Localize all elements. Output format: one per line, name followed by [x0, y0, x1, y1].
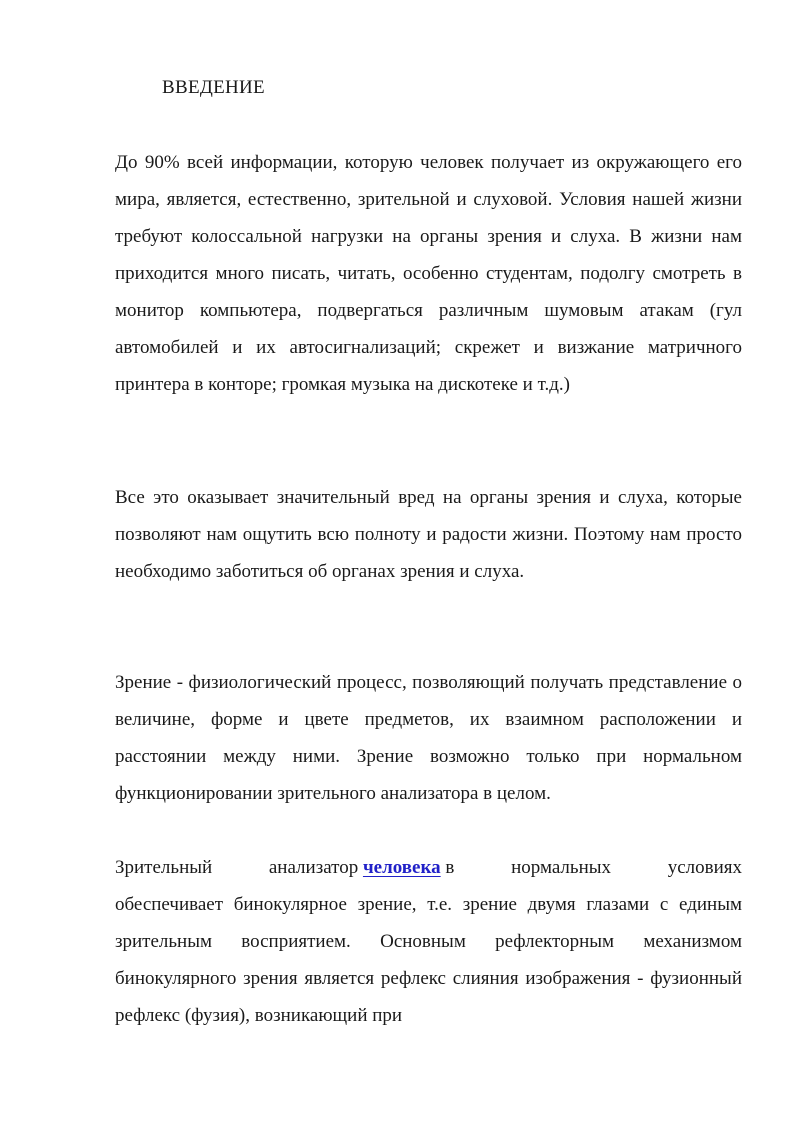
paragraph-first-line: [115, 849, 742, 886]
text-word: анализатор: [268, 857, 359, 878]
text-word: условиях: [667, 857, 742, 878]
paragraph-intro: До 90% всей информации, которую человек получает из окружающего его мира, является, естественно, зрительной и слуховой. Условия нашей жизни требуют колоссальной нагрузки на органы зрения и слуха. В жизни нам приходится много писать, читать, особенно студентам, подолгу смотреть в монитор компьютера, подвергаться различным шумовым атакам (гул автомобилей и их автосигнализаций; скрежет и визжание матричного принтера в конторе; громкая музыка на дискотеке и т.д.): [115, 152, 742, 395]
paragraph-vision-definition: Зрение - физиологический процесс, позволяющий получать представление о величине, форме и цвете предметов, их взаимном расположении и расстоянии между ними. Зрение возможно только при нормальном функционировании зрительного анализатора в целом.: [115, 672, 742, 804]
paragraph-harm: Все это оказывает значительный вред на органы зрения и слуха, которые позволяют нам ощутить всю полноту и радости жизни. Поэтому нам просто необходимо заботиться об органах зрения и слуха.: [115, 487, 742, 582]
text-word: нормальных: [511, 857, 612, 878]
human-link[interactable]: человека: [362, 857, 441, 878]
paragraph-continuation: обеспечивает бинокулярное зрение, т.е. зрение двумя глазами с единым зрительным восприятием. Основным рефлекторным механизмом бинокулярного зрения является рефлекс слияния изображения - фузионный рефлекс (фузия), возникающий при: [115, 894, 742, 1026]
section-heading: ВВЕДЕНИЕ: [162, 77, 265, 98]
text-word: Зрительный: [115, 857, 213, 878]
paragraph-visual-analyzer: [115, 849, 742, 1034]
text-word: в: [445, 857, 455, 878]
text-phrase: [269, 849, 455, 886]
